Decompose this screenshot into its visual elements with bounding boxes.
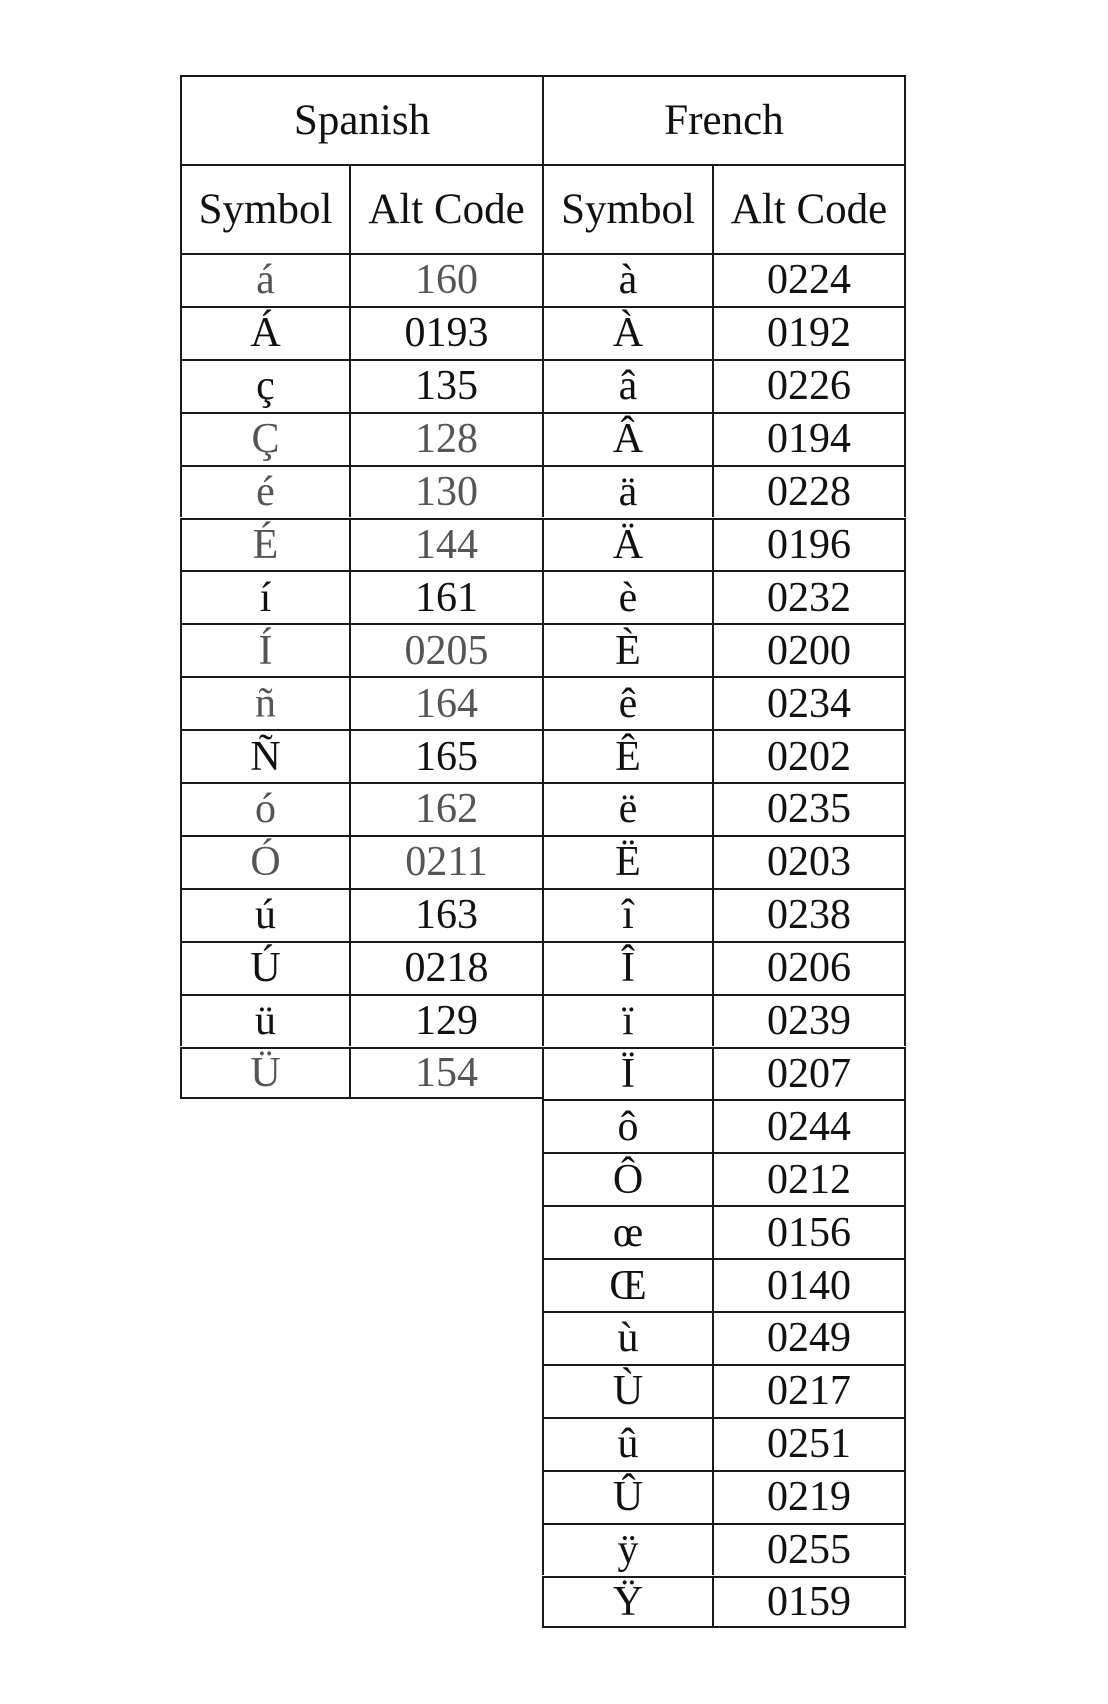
spanish-altcode-cell: 129: [349, 994, 542, 1047]
french-symbol-header: Symbol: [542, 164, 712, 253]
french-symbol-cell: Ÿ: [542, 1576, 712, 1629]
spanish-altcode-cell: 0205: [349, 623, 542, 676]
french-symbol-cell: ô: [542, 1099, 712, 1152]
french-altcode-cell: 0238: [712, 888, 906, 941]
french-altcode-cell: 0251: [712, 1417, 906, 1470]
french-symbol-cell: Â: [542, 412, 712, 465]
french-altcode-cell: 0249: [712, 1311, 906, 1364]
french-symbol-cell: ä: [542, 465, 712, 518]
french-altcode-cell: 0196: [712, 518, 906, 571]
french-altcode-cell: 0255: [712, 1523, 906, 1576]
french-symbol-cell: Ô: [542, 1152, 712, 1205]
french-symbol-cell: ù: [542, 1311, 712, 1364]
spanish-symbol-cell: Í: [180, 623, 349, 676]
spanish-symbol-cell: Ó: [180, 835, 349, 888]
french-symbol-cell: Œ: [542, 1258, 712, 1311]
french-altcode-cell: 0226: [712, 359, 906, 412]
french-symbol-cell: û: [542, 1417, 712, 1470]
spanish-altcode-cell: 163: [349, 888, 542, 941]
french-altcode-cell: 0206: [712, 941, 906, 994]
spanish-symbol-cell: á: [180, 253, 349, 306]
french-symbol-cell: ë: [542, 782, 712, 835]
spanish-altcode-cell: 128: [349, 412, 542, 465]
french-symbol-cell: Ù: [542, 1364, 712, 1417]
spanish-altcode-cell: 144: [349, 518, 542, 571]
french-altcode-cell: 0217: [712, 1364, 906, 1417]
spanish-altcode-cell: 162: [349, 782, 542, 835]
spanish-symbol-cell: í: [180, 570, 349, 623]
french-altcode-cell: 0194: [712, 412, 906, 465]
french-altcode-cell: 0192: [712, 306, 906, 359]
spanish-altcode-cell: 161: [349, 570, 542, 623]
french-symbol-cell: è: [542, 570, 712, 623]
french-symbol-cell: î: [542, 888, 712, 941]
french-altcode-cell: 0156: [712, 1205, 906, 1258]
french-header: French: [542, 75, 906, 164]
french-altcode-cell: 0234: [712, 676, 906, 729]
french-altcode-cell: 0235: [712, 782, 906, 835]
french-symbol-cell: À: [542, 306, 712, 359]
spanish-symbol-cell: Ü: [180, 1047, 349, 1100]
french-symbol-cell: Ë: [542, 835, 712, 888]
french-altcode-cell: 0239: [712, 994, 906, 1047]
french-symbol-cell: œ: [542, 1205, 712, 1258]
spanish-header: Spanish: [180, 75, 542, 164]
french-altcode-cell: 0224: [712, 253, 906, 306]
french-altcode-cell: 0200: [712, 623, 906, 676]
french-altcode-header: Alt Code: [712, 164, 906, 253]
spanish-symbol-cell: ó: [180, 782, 349, 835]
spanish-symbol-cell: ñ: [180, 676, 349, 729]
french-symbol-cell: Ê: [542, 729, 712, 782]
spanish-symbol-cell: Ç: [180, 412, 349, 465]
spanish-altcode-header: Alt Code: [349, 164, 542, 253]
spanish-symbol-cell: Ñ: [180, 729, 349, 782]
spanish-altcode-cell: 0218: [349, 941, 542, 994]
spanish-symbol-cell: ç: [180, 359, 349, 412]
french-altcode-cell: 0140: [712, 1258, 906, 1311]
french-altcode-cell: 0219: [712, 1470, 906, 1523]
spanish-symbol-cell: Á: [180, 306, 349, 359]
french-altcode-cell: 0212: [712, 1152, 906, 1205]
spanish-altcode-cell: 154: [349, 1047, 542, 1100]
spanish-altcode-cell: 0211: [349, 835, 542, 888]
french-altcode-cell: 0202: [712, 729, 906, 782]
spanish-symbol-cell: é: [180, 465, 349, 518]
french-symbol-cell: à: [542, 253, 712, 306]
spanish-symbol-cell: É: [180, 518, 349, 571]
french-symbol-cell: ê: [542, 676, 712, 729]
french-symbol-cell: â: [542, 359, 712, 412]
french-symbol-cell: Û: [542, 1470, 712, 1523]
spanish-altcode-cell: 164: [349, 676, 542, 729]
spanish-symbol-cell: ú: [180, 888, 349, 941]
spanish-symbol-cell: Ú: [180, 941, 349, 994]
french-altcode-cell: 0228: [712, 465, 906, 518]
spanish-altcode-cell: 160: [349, 253, 542, 306]
french-altcode-cell: 0203: [712, 835, 906, 888]
french-symbol-cell: Ä: [542, 518, 712, 571]
spanish-altcode-cell: 0193: [349, 306, 542, 359]
spanish-symbol-cell: ü: [180, 994, 349, 1047]
french-symbol-cell: Ï: [542, 1047, 712, 1100]
french-symbol-cell: Î: [542, 941, 712, 994]
french-symbol-cell: ï: [542, 994, 712, 1047]
spanish-altcode-cell: 135: [349, 359, 542, 412]
french-altcode-cell: 0207: [712, 1047, 906, 1100]
spanish-altcode-cell: 165: [349, 729, 542, 782]
french-symbol-cell: ÿ: [542, 1523, 712, 1576]
french-altcode-cell: 0232: [712, 570, 906, 623]
spanish-altcode-cell: 130: [349, 465, 542, 518]
french-altcode-cell: 0244: [712, 1099, 906, 1152]
french-symbol-cell: È: [542, 623, 712, 676]
french-altcode-cell: 0159: [712, 1576, 906, 1629]
spanish-symbol-header: Symbol: [180, 164, 349, 253]
